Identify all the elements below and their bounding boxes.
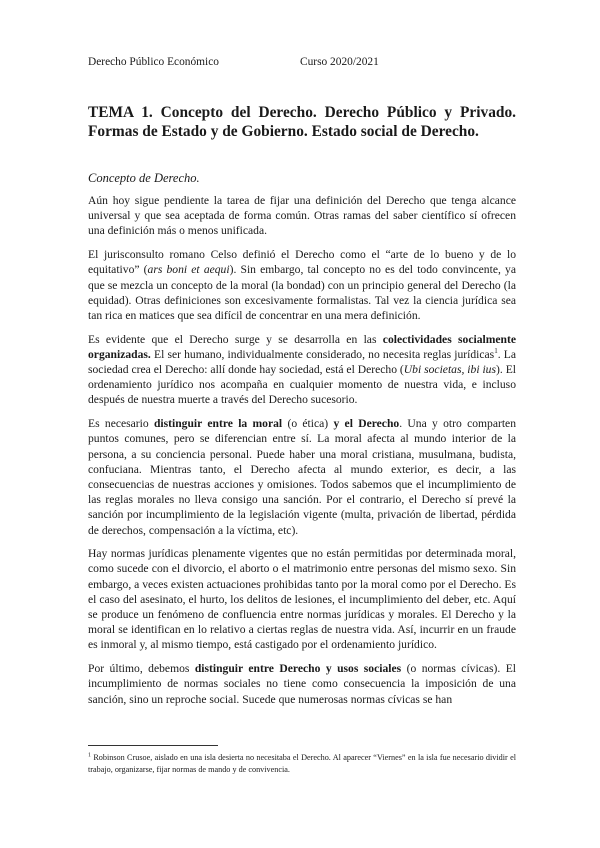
header-subject: Derecho Público Económico [88,56,219,68]
paragraph-3-text-a: Es evidente que el Derecho surge y se desarrolla en las [88,332,383,346]
paragraph-6-text-a: Por último, debemos [88,662,195,676]
paragraph-2-text-b: ). Sin embargo, tal concepto no es del todo convincente, ya que se mezcla un concepto de la moral (la bondad) con un principio general del Derecho (la equidad). Otras definiciones son excesivamente formalistas. Tal vez la ciencia jurídica sea tan rica en matices que sea difícil de concentrar en una mera definición. [88,263,516,322]
footnote-text: Robinson Crusoe, aislado en una isla desierta no necesitaba el Derecho. Al aparecer “Viernes” en la isla fue necesario dividir el trabajo, organizarse, fijar normas de mando y de convivencia. [88,753,516,774]
footnote-divider [88,745,218,746]
paragraph-1: Aún hoy sigue pendiente la tarea de fijar una definición del Derecho que tenga alcance universal y que sea aceptada de forma común. Otras ramas del saber científico sí ofrecen una definición más o menos unificada. [88,194,516,238]
paragraph-3-text-c: . La sociedad crea el Derecho: allí donde hay sociedad, está el Derecho ( [88,347,516,377]
footnote-number: 1 [88,752,91,759]
bold-colectividades: colectividades socialmente organizadas. [88,332,516,361]
document-title: TEMA 1. Concepto del Derecho. Derecho Público y Privado. Formas de Estado y de Gobierno. Estado social de Derecho. [88,104,516,140]
latin-phrase-ars-boni: ars boni et aequi [147,263,230,277]
bold-derecho-usos-sociales: distinguir entre Derecho y usos sociales [194,662,402,676]
page-header [88,55,512,69]
section-title: Concepto de Derecho. [88,171,200,185]
paragraph-3-text-d: ). El ordenamiento jurídico nos acompaña en cualquier momento de nuestra vida, e incluso después de nuestra muerte a través del Derecho sucesorio. [88,363,516,407]
paragraph-4-text-b: (o ética) [282,417,334,431]
footnote [88,752,516,776]
paragraph-2 [88,247,516,323]
paragraph-2-text-a: El jurisconsulto romano Celso definió el Derecho como el “arte de lo bueno y de lo equitativo” ( [88,248,516,277]
paragraph-4-text-a: Es necesario [88,417,154,431]
bold-y-el-derecho: y el Derecho [333,417,400,431]
header-course: Curso 2020/2021 [300,56,379,68]
footnote-reference[interactable]: 1 [494,346,498,355]
paragraph-5: Hay normas jurídicas plenamente vigentes que no están permitidas por determinada moral, como sucede con el divorcio, el aborto o el matrimonio entre personas del mismo sexo. Sin embargo, a veces existen actuaciones prohibidas tanto por la moral como por el Derecho. Es el caso del asesinato, el hurto, los delitos de lesiones, el incumplimiento del deber, etc. Aquí se produce un fenómeno de confluencia entre normas jurídicas y morales. El Derecho y la moral se identifican en lo relativo a ciertas reglas de nuestra vida. Así, incurrir en un fraude es inmoral y, al mismo tiempo, está castigado por el ordenamiento jurídico. [88,547,516,652]
paragraph-4 [88,416,516,538]
paragraph-6-text-b: (o normas cívicas). El incumplimiento de normas sociales no tiene como consecuencia la imposición de una sanción, sino un reproche social. Sucede que numerosas normas cívicas se han [88,662,516,706]
paragraph-3-text-b: El ser humano, individualmente considerado, no necesita reglas jurídicas [150,347,495,361]
paragraph-6 [88,661,516,707]
document-body [88,193,516,707]
latin-phrase-ubi-societas: Ubi societas, ibi ius [403,363,496,377]
paragraph-4-text-c: . Una y otro comparten puntos comunes, pero se diferencian entre sí. La moral afecta al mundo interior de la persona, a su conciencia personal. Puede haber una moral cristiana, musulmana, budista, confuciana. Mientras tanto, el Derecho afecta al mundo exterior, es decir, a las consecuencias de nuestras acciones y omisiones. Todos sabemos que el incumplimiento de las reglas morales no lleva consigo una sanción. Por el contrario, el Derecho sí prevé la sanción por incumplimiento de la legislación vigente (multa, privación de libertad, pérdida de derechos, compensación a la víctima, etc). [88,417,517,537]
paragraph-3 [88,332,516,408]
bold-distinguir-moral: distinguir entre la moral [153,417,283,431]
